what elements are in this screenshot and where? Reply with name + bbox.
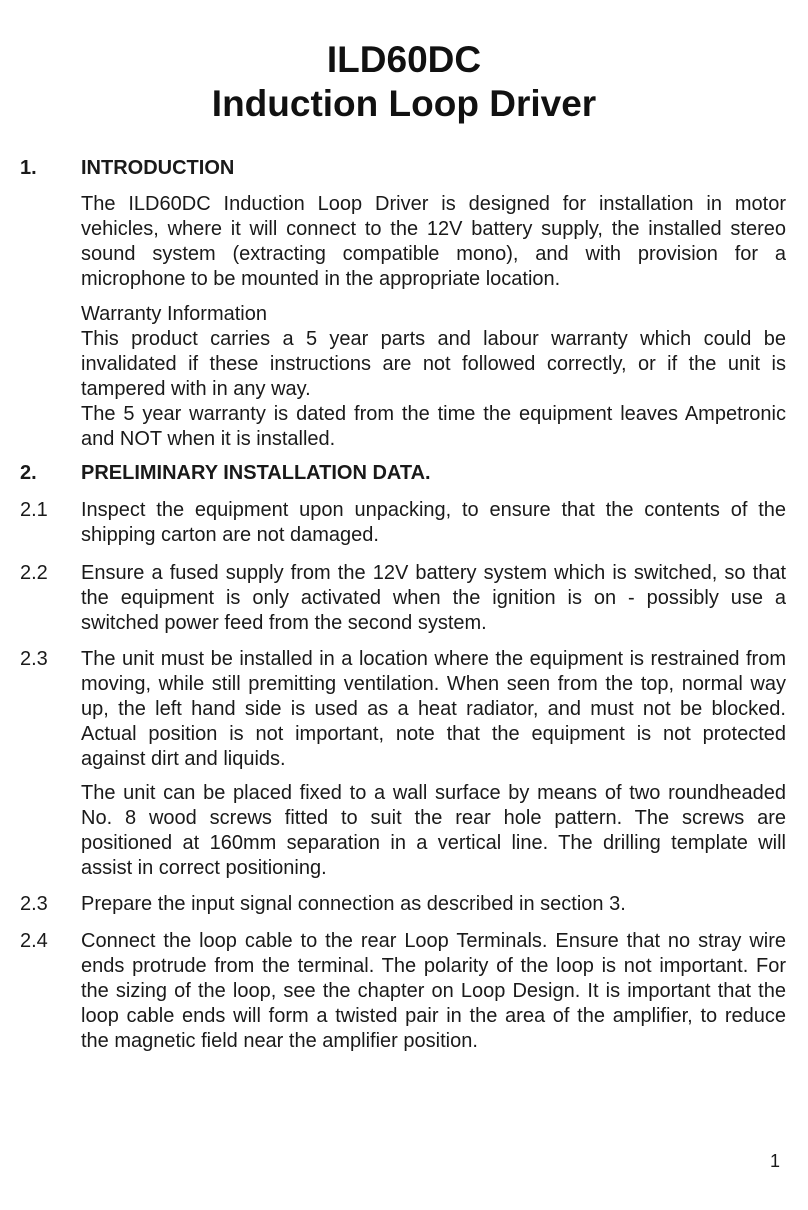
- section-1-header: [20, 156, 790, 181]
- item-number: 2.2: [20, 562, 48, 584]
- item-text: Ensure a fused supply from the 12V battery system which is switched, so that the equipment is only activated when the ignition is on - possibly use a switched power feed from the second system.: [81, 562, 786, 634]
- item-text: Connect the loop cable to the rear Loop Terminals. Ensure that no stray wire ends protrude from the terminal. The polarity of the loop is not important. For the sizing of the loop, see the chapter on Loop Design. It is important that the loop cable ends will form a twisted pair in the area of the amplifier, to reduce the magnetic field near the amplifier position.: [81, 930, 786, 1052]
- section-heading: INTRODUCTION: [81, 157, 235, 179]
- intro-text: The ILD60DC Induction Loop Driver is designed for installation in motor vehicles, where it will connect to the 12V battery supply, the installed stereo sound system (extracting compatible mono), and with provision for a microphone to be mounted in the appropriate location.: [81, 193, 786, 290]
- intro-paragraph: [81, 192, 786, 292]
- document-title: ILD60DC: [326, 39, 482, 80]
- section-1-intro: [20, 192, 790, 292]
- page-number: 1: [769, 1151, 780, 1171]
- item-text: Prepare the input signal connection as described in section 3.: [81, 893, 626, 915]
- item-text: Inspect the equipment upon unpacking, to ensure that the contents of the shipping carton are not damaged.: [81, 499, 786, 546]
- item-number: 2.3: [20, 648, 48, 670]
- document-subtitle: Induction Loop Driver: [211, 83, 597, 124]
- section-2-header: [20, 461, 790, 486]
- item-text: The unit can be placed fixed to a wall surface by means of two roundheaded No. 8 wood screws fitted to suit the rear hole pattern. The screws are positioned at 160mm separation in a vertical line. The drilling template will assist in correct positioning.: [81, 782, 786, 879]
- item-number: 2.4: [20, 930, 48, 952]
- item-2-3a: [20, 647, 790, 772]
- warranty-paragraph-2: The 5 year warranty is dated from the time the equipment leaves Ampetronic and NOT when it is installed.: [81, 403, 786, 450]
- item-2-2: [20, 561, 790, 636]
- item-2-3b: [20, 892, 790, 917]
- section-number: 2.: [20, 462, 37, 484]
- section-heading: PRELIMINARY INSTALLATION DATA.: [81, 462, 431, 484]
- item-2-4: [20, 929, 790, 1054]
- item-number: 2.3: [20, 893, 48, 915]
- item-2-3a-continued: [20, 781, 790, 881]
- item-text: The unit must be installed in a location where the equipment is restrained from moving, while still premitting ventilation. When seen from the top, normal way up, the left hand side is used as a heat radiator, and must not be blocked. Actual position is not important, note that the equipment is not protected against dirt and liquids.: [81, 648, 786, 770]
- item-2-1: [20, 498, 790, 548]
- item-number: 2.1: [20, 499, 48, 521]
- warranty-paragraph-1: This product carries a 5 year parts and labour warranty which could be invalidated if these instructions are not followed correctly, or if the unit is tampered with in any way.: [81, 328, 786, 400]
- section-number: 1.: [20, 157, 37, 179]
- warranty-heading: Warranty Information: [81, 303, 267, 325]
- warranty-block: [20, 302, 790, 452]
